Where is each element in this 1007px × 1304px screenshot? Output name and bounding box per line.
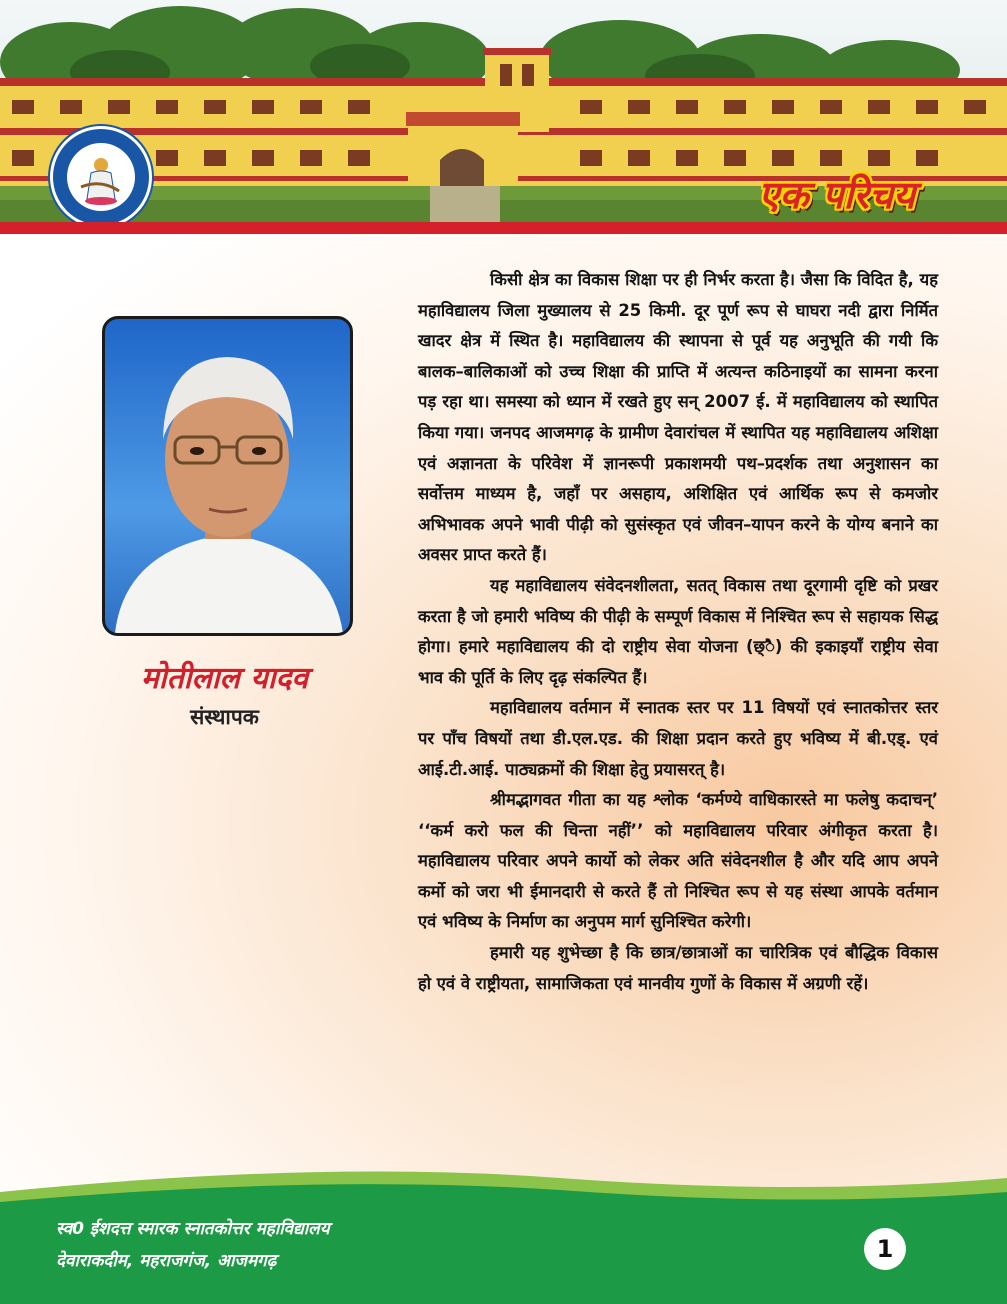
- paragraph: हमारी यह शुभेच्छा है कि छात्र/छात्राओं का चारित्रिक एवं बौद्धिक विकास हो एवं वे राष्ट्रीयता, सामाजिकता एवं मानवीय गुणों के विकास में अग्रणी रहें।: [418, 943, 938, 993]
- founder-role: संस्थापक: [190, 705, 259, 729]
- paragraph: किसी क्षेत्र का विकास शिक्षा पर ही निर्भर करता है। जैसा कि विदित है, यह महाविद्यालय जिला मुख्यालय से 25 किमी. दूर पूर्ण रूप से घाघरा नदी द्वारा निर्मित खादर क्षेत्र में स्थित है। महाविद्यालय की स्थापना से पूर्व यह अनुभूति की गयी कि बालक–बालिकाओं को उच्च शिक्षा की प्राप्ति में अत्यन्त कठिनाइयों का सामना करना पड़ रहा था। समस्या को ध्यान में रखते हुए सन् 2007 ई. में महाविद्यालय को स्थापित किया गया। जनपद आजमगढ़ के ग्रामीण देवारांचल में स्थापित यह महाविद्यालय अशिक्षा एवं अज्ञानता के परिवेश में ज्ञानरूपी प्रकाशमयी पथ–प्रदर्शक तथा अनुशासन का सर्वोत्तम माध्यम है, जहाँ पर असहाय, अशिक्षित एवं आर्थिक रूप से कमजोर अभिभावक अपने भावी पीढ़ी को सुसंस्कृत एवं जीवन–यापन करने के योग्य बनाने का अवसर प्राप्त करते हैं।: [418, 270, 938, 565]
- paragraph: महाविद्यालय वर्तमान में स्नातक स्तर पर 11 विषयों एवं स्नातकोत्तर स्तर पर पाँच विषयों तथा डी.एल.एड. की शिक्षा प्रदान करते हुए भविष्य में बी.एड्. एवं आई.टी.आई. पाठ्यक्रमों की शिक्षा हेतु प्रयासरत् है।: [418, 698, 938, 779]
- paragraph: श्रीमद्भागवत गीता का यह श्लोक ‘कर्मण्ये वाधिकारस्ते मा फलेषु कदाचन्’ ‘‘कर्म करो फल की चिन्ता नहीं’’ को महाविद्यालय परिवार अंगीकृत करता है। महाविद्यालय परिवार अपने कार्यो को लेकर अति संवेदनशील है और यदि आप अपने कर्मो को जरा भी ईमानदारी से करते हैं तो निश्चित रूप से यह संस्था आपके वर्तमान एवं भविष्य के निर्माण का अनुपम मार्ग सुनिश्चित करेगी।: [418, 790, 938, 932]
- page-number: 1: [864, 1228, 906, 1270]
- college-address: देवाराकदीम, महराजगंज, आजमगढ़: [56, 1251, 277, 1271]
- college-name: स्व0 ईशदत्त स्मारक स्नातकोत्तर महाविद्यालय: [56, 1219, 330, 1239]
- paragraph: यह महाविद्यालय संवेदनशीलता, सतत् विकास तथा दूरगामी दृष्टि को प्रखर करता है जो हमारी भविष्य की पीढ़ी के सम्पूर्ण विकास में निश्चित रूप से सहायक सिद्ध होगा। हमारे महाविद्यालय की दो राष्ट्रीय सेवा योजना (छ्ैैै) की इकाइयाँ राष्ट्रीय सेवा भाव की पूर्ति के लिए दृढ़ संकल्पित हैं।: [418, 575, 938, 687]
- founder-name: मोतीलाल यादव: [140, 661, 309, 696]
- page-heading: एक परिचय: [758, 173, 915, 217]
